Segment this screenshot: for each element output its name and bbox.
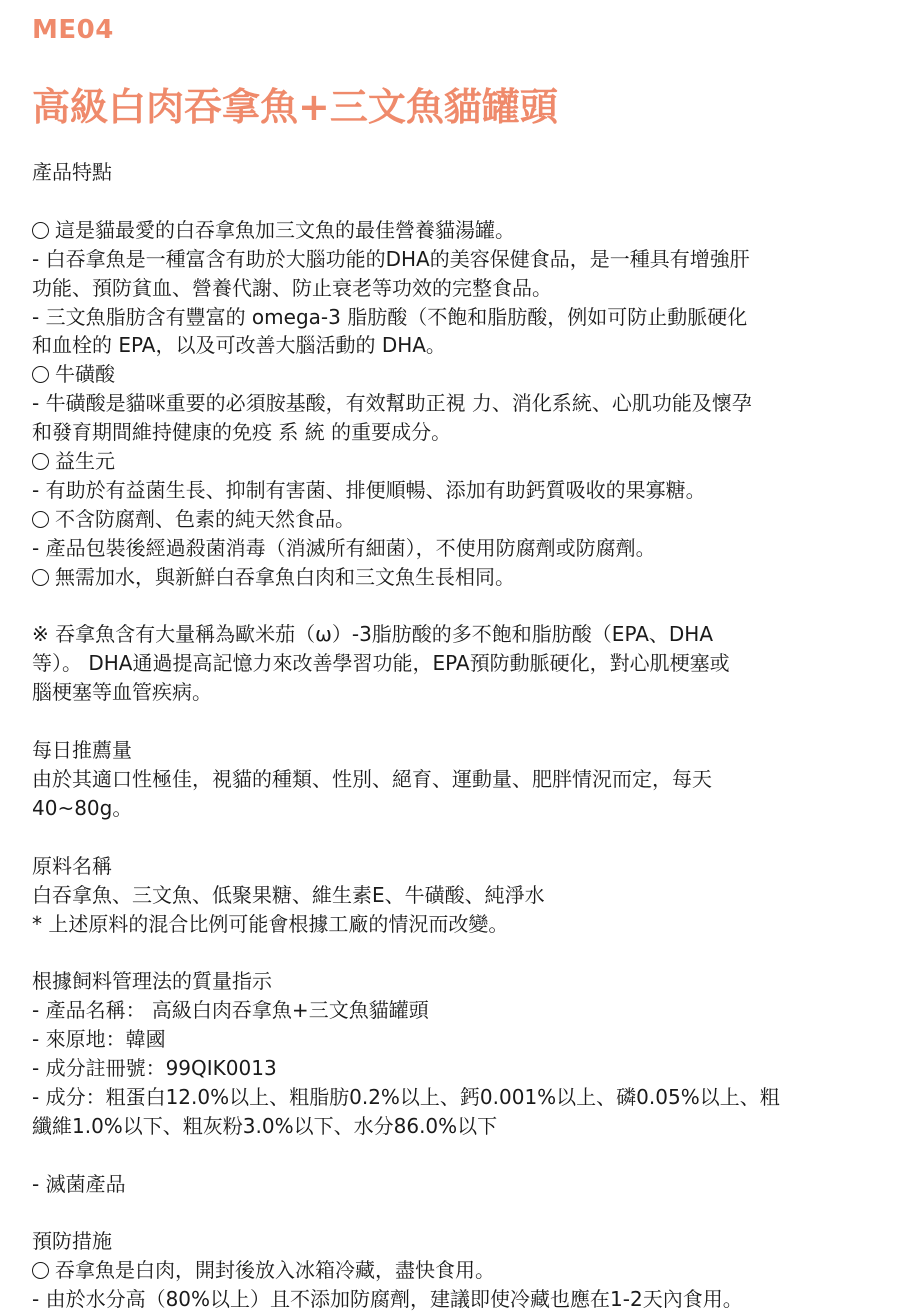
feature-item [32,360,877,389]
feature-text: 牛磺酸 [55,362,115,387]
precautions-heading: 預防措施 [32,1229,112,1254]
feature-item [32,216,877,245]
feature-detail: - 白吞拿魚是一種富含有助於大腦功能的DHA的美容保健食品，是一種具有增強肝 [32,246,750,271]
ingredients-list: 白吞拿魚、三文魚、低聚果糖、維生素E、牛磺酸、純淨水 [32,882,545,907]
spacer [32,592,877,621]
feature-detail: 和發育期間維持健康的免疫 系 統 的重要成分。 [32,420,452,445]
precaution-detail: - 由於水分高（80%以上）且不添加防腐劑，建議即使冷藏也應在1-2天內食用。 [32,1287,743,1312]
feature-item [32,447,877,476]
circle-bullet-icon [32,569,49,586]
spacer [32,823,877,852]
quality-line: - 成分：粗蛋白12.0%以上、粗脂肪0.2%以上、鈣0.001%以上、磷0.05%以上、粗 [32,1084,780,1109]
spacer [32,187,877,216]
spacer [32,1199,877,1228]
quality-heading: 根據飼料管理法的質量指示 [32,969,272,994]
note-line: ※ 吞拿魚含有大量稱為歐米茄（ω）-3脂肪酸的多不飽和脂肪酸（EPA、DHA [32,622,714,647]
features-heading: 產品特點 [32,160,112,184]
quality-line: - 來原地：韓國 [32,1027,166,1052]
spacer [32,1141,877,1170]
daily-amount-heading: 每日推薦量 [32,738,132,763]
circle-bullet-icon [32,511,49,528]
quality-line: - 產品名稱： 高級白肉吞拿魚+三文魚貓罐頭 [32,998,429,1023]
feature-item [32,505,877,534]
note-line: 腦梗塞等血管疾病。 [32,680,212,705]
quality-line: - 成分註冊號：99QIK0013 [32,1056,277,1081]
feature-detail: - 牛磺酸是貓咪重要的必須胺基酸，有效幫助正視 力、消化系統、心肌功能及懷孕 [32,391,752,416]
daily-amount-text: 40~80g。 [32,795,133,820]
product-title: 高級白肉吞拿魚+三文魚貓罐頭 [32,85,558,129]
ingredients-note: * 上述原料的混合比例可能會根據工廠的情況而改變。 [32,911,509,936]
feature-detail: 和血栓的 EPA，以及可改善大腦活動的 DHA。 [32,333,446,358]
quality-line: 纖維1.0%以下、粗灰粉3.0%以下、水分86.0%以下 [32,1113,498,1138]
precaution-item [32,1256,877,1285]
feature-detail: 功能、預防貧血、營養代謝、防止衰老等功效的完整食品。 [32,275,552,300]
note-line: 等）。 DHA通過提高記憶力來改善學習功能，EPA預防動脈硬化，對心肌梗塞或 [32,651,730,676]
product-code: ME04 [32,15,114,45]
feature-text: 無需加水，與新鮮白吞拿魚白肉和三文魚生長相同。 [55,564,515,589]
feature-detail: - 有助於有益菌生長、抑制有害菌、排便順暢、添加有助鈣質吸收的果寡糖。 [32,477,706,502]
spacer [32,707,877,736]
feature-text: 益生元 [55,449,115,474]
circle-bullet-icon [32,453,49,470]
feature-item [32,563,877,592]
product-description [32,158,877,1314]
daily-amount-text: 由於其適口性極佳，視貓的種類、性別、絕育、運動量、肥胖情況而定，每天 [32,766,712,791]
feature-detail: - 三文魚脂肪含有豐富的 omega-3 脂肪酸（不飽和脂肪酸，例如可防止動脈硬化 [32,304,748,329]
spacer [32,938,877,967]
sterilized-line: - 滅菌產品 [32,1171,126,1196]
circle-bullet-icon [32,1262,49,1279]
precaution-text: 吞拿魚是白肉，開封後放入冰箱冷藏，盡快食用。 [55,1258,495,1283]
ingredients-heading: 原料名稱 [32,853,112,878]
circle-bullet-icon [32,222,49,239]
feature-detail: - 產品包裝後經過殺菌消毒（消滅所有細菌），不使用防腐劑或防腐劑。 [32,535,656,560]
feature-text: 不含防腐劑、色素的純天然食品。 [55,506,355,531]
circle-bullet-icon [32,366,49,383]
feature-text: 這是貓最愛的白吞拿魚加三文魚的最佳營養貓湯罐。 [55,217,515,242]
